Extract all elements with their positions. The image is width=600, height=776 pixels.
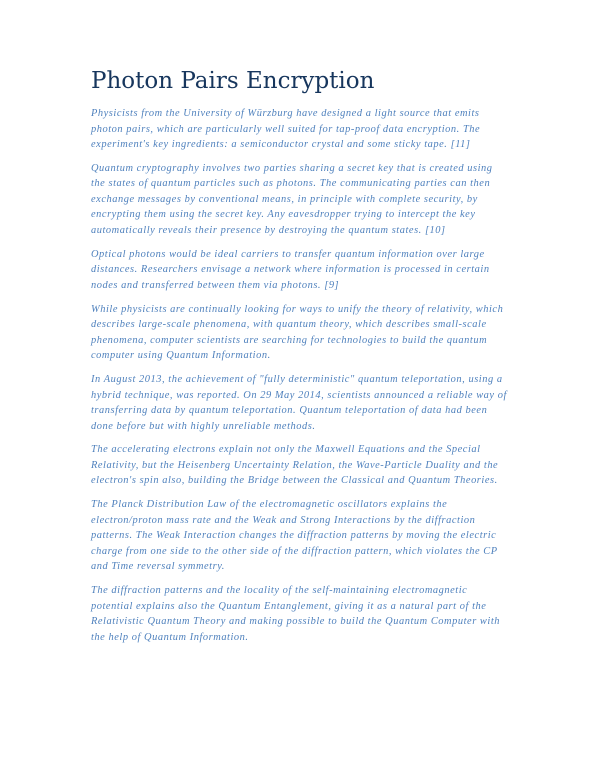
paragraph-diffraction-patterns: The diffraction patterns and the locality of the self-maintaining electromagnetic potential explains also the Quantum Entanglement, giving it as a natural part of the Relativistic Quantum Theory and making possible to build the Quantum Computer with the help of Quantum Information. [91,585,501,643]
paragraph-quantum-cryptography: Quantum cryptography involves two parties sharing a secret key that is created using the states of quantum particles such as photons. The communicating parties can then exchange messages by conventional means, in principle with complete security, by encrypting them using the secret key. Any eavesdropper trying to intercept the key automatically reveals their presence by destroying the quantum states. [10] [91,162,493,236]
paragraph-teleportation: In August 2013, the achievement of "fully deterministic" quantum teleportation, using a hybrid technique, was reported. On 29 May 2014, scientists announced a reliable way of transferring data by quantum teleportation. Quantum teleportation of data had been done before but with highly unreliable methods. [91,374,507,432]
page-title: Photon Pairs Encryption [91,68,375,94]
paragraph-unify-theories: While physicists are continually looking for ways to unify the theory of relativity, which describes large-scale phenomena, with quantum theory, which describes small-scale phenomena, computer scientists are searching for technologies to build the quantum computer using Quantum Information. [91,303,504,362]
paragraph-planck-distribution: The Planck Distribution Law of the electromagnetic oscillators explains the electron/proton mass rate and the Weak and Strong Interactions by the diffraction patterns. The Weak Interaction changes the diffraction patterns by moving the electric charge from one side to the other side of the diffraction pattern, which violates the CP and Time reversal symmetry. [91,499,498,573]
paragraph-optical-photons: Optical photons would be ideal carriers to transfer quantum information over large distances. Researchers envisage a network where information is processed in certain nodes and transferred between them via photons. [9] [91,248,490,291]
paragraph-accelerating-electrons: The accelerating electrons explain not only the Maxwell Equations and the Special Relativity, but the Heisenberg Uncertainty Relation, the Wave-Particle Duality and the electron's spin also, building the Bridge between the Classical and Quantum Theories. [91,444,499,487]
paragraph-photon-pairs: Physicists from the University of Würzburg have designed a light source that emits photon pairs, which are particularly well suited for tap-proof data encryption. The experiment's key ingredients: a semiconductor crystal and some sticky tape. [11] [91,108,481,150]
document-body [91,106,509,654]
